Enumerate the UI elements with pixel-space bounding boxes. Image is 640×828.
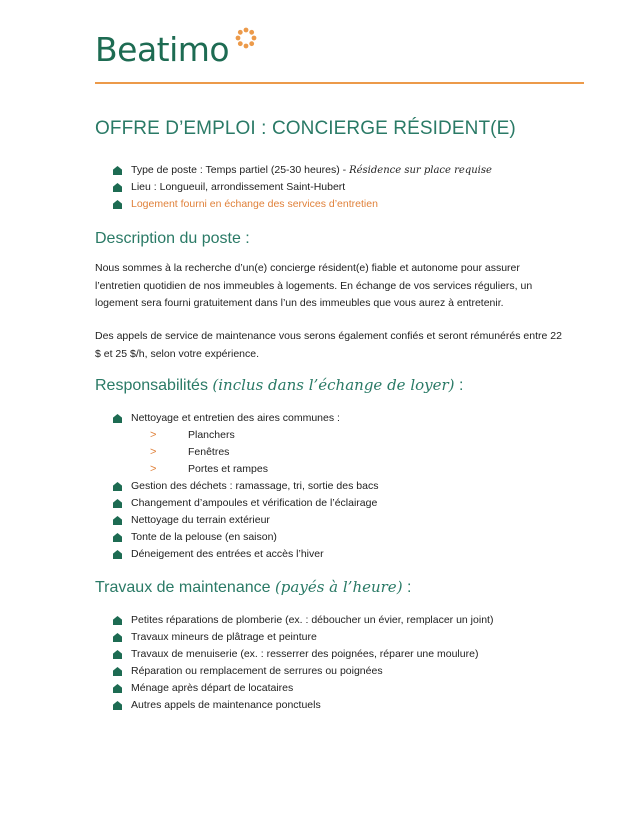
house-bullet-icon xyxy=(113,684,122,693)
house-bullet-icon xyxy=(113,667,122,676)
sublist-item-label: Fenêtres xyxy=(188,446,230,458)
maintenance-heading-text: Travaux de maintenance xyxy=(95,579,275,596)
list-item xyxy=(113,410,340,427)
list-item xyxy=(113,646,493,663)
list-item xyxy=(113,680,493,697)
house-bullet-icon xyxy=(113,200,122,209)
list-item xyxy=(113,629,493,646)
description-heading: Description du poste : xyxy=(95,230,250,247)
page-title: OFFRE D’EMPLOI : CONCIERGE RÉSIDENT(E) xyxy=(95,118,516,139)
sublist-item xyxy=(150,444,268,461)
chevron-right-icon: > xyxy=(150,446,157,458)
list-item-label: Travaux de menuiserie (ex. : resserrer des poignées, réparer une moulure) xyxy=(131,648,479,660)
description-paragraph-1: Nous sommes à la recherche d’un(e) concierge résident(e) fiable et autonome pour assurer l’entretien quotidien de nos immeubles à logements. En échange de vos services réguliers, un logement sera fourni gratuitement dans l’un des immeubles que vous aurez à entretenir. xyxy=(95,262,533,309)
responsibilities-heading-text: Responsabilités xyxy=(95,377,213,394)
list-item-label: Petites réparations de plomberie (ex. : déboucher un évier, remplacer un joint) xyxy=(131,614,494,626)
list-item xyxy=(113,663,493,680)
list-item xyxy=(113,495,378,512)
house-bullet-icon xyxy=(113,166,122,175)
maintenance-list xyxy=(113,612,493,714)
responsibility-common-areas: Nettoyage et entretien des aires communes : xyxy=(131,412,340,424)
list-item xyxy=(113,196,492,213)
house-bullet-icon xyxy=(113,516,122,525)
list-item-label: Travaux mineurs de plâtrage et peinture xyxy=(131,631,317,643)
chevron-right-icon: > xyxy=(150,429,157,441)
list-item-label: Déneigement des entrées et accès l’hiver xyxy=(131,548,324,560)
responsibilities-heading-note: (inclus dans l’échange de loyer) xyxy=(212,376,455,394)
intro-job-type: Type de poste : Temps partiel (25-30 heures) - xyxy=(131,164,350,176)
header-divider xyxy=(95,82,584,84)
house-bullet-icon xyxy=(113,183,122,192)
intro-residence-note: Résidence sur place requise xyxy=(349,165,492,176)
maintenance-heading-note: (payés à l’heure) xyxy=(274,578,403,596)
list-item xyxy=(113,612,493,629)
list-item xyxy=(113,162,492,179)
list-item xyxy=(113,512,378,529)
maintenance-heading-suffix: : xyxy=(402,579,412,596)
intro-list xyxy=(113,162,492,213)
list-item-label: Gestion des déchets : ramassage, tri, sortie des bacs xyxy=(131,480,379,492)
description-paragraph-2: Des appels de service de maintenance vous serons également confiés et seront rémunérés entre 22 $ et 25 $/h, selon votre expérience. xyxy=(95,330,562,360)
house-bullet-icon xyxy=(113,633,122,642)
house-bullet-icon xyxy=(113,499,122,508)
list-item xyxy=(113,546,378,563)
intro-location: Lieu : Longueuil, arrondissement Saint-Hubert xyxy=(131,181,346,193)
flower-icon xyxy=(235,27,257,54)
intro-housing: Logement fourni en échange des services d’entretien xyxy=(131,198,378,210)
beatimo-logo xyxy=(95,30,229,70)
maintenance-heading xyxy=(95,578,411,597)
list-item-label: Ménage après départ de locataires xyxy=(131,682,294,694)
house-bullet-icon xyxy=(113,650,122,659)
responsibilities-list-cont xyxy=(113,478,378,563)
house-bullet-icon xyxy=(113,533,122,542)
sublist-item xyxy=(150,427,268,444)
house-bullet-icon xyxy=(113,482,122,491)
sublist-item xyxy=(150,461,268,478)
house-bullet-icon xyxy=(113,550,122,559)
list-item xyxy=(113,529,378,546)
responsibilities-list xyxy=(113,410,340,427)
common-areas-sublist xyxy=(130,427,268,478)
house-bullet-icon xyxy=(113,701,122,710)
list-item xyxy=(113,697,493,714)
house-bullet-icon xyxy=(113,616,122,625)
list-item xyxy=(113,179,492,196)
logo-text: Beatimo xyxy=(95,30,230,69)
list-item-label: Tonte de la pelouse (en saison) xyxy=(131,531,277,543)
responsibilities-heading xyxy=(95,376,463,395)
sublist-item-label: Planchers xyxy=(188,429,235,441)
list-item-label: Réparation ou remplacement de serrures ou poignées xyxy=(131,665,383,677)
list-item-label: Nettoyage du terrain extérieur xyxy=(131,514,270,526)
house-bullet-icon xyxy=(113,414,122,423)
chevron-right-icon: > xyxy=(150,463,157,475)
list-item-label: Changement d’ampoules et vérification de l’éclairage xyxy=(131,497,378,509)
sublist-item-label: Portes et rampes xyxy=(188,463,268,475)
list-item-label: Autres appels de maintenance ponctuels xyxy=(131,699,321,711)
list-item xyxy=(113,478,378,495)
responsibilities-heading-suffix: : xyxy=(454,377,464,394)
